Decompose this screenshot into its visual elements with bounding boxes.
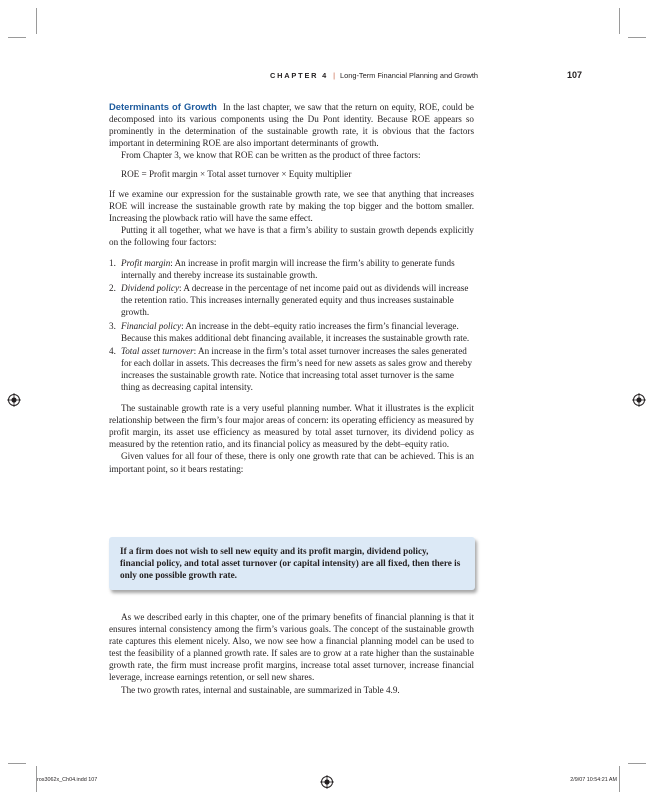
- list-item-text: : An increase in the firm’s total asset turnover increases the sales generated for each dollar in assets. This decreases the firm’s need for new assets as sales grow and thereby increases the sustainable growth rate. Notice that increasing total asset turnover is the same thing as decreasing capital intensity.: [121, 345, 473, 392]
- section-intro-paragraph: [109, 101, 474, 149]
- list-item-text: : A decrease in the percentage of net income paid out as dividends will increase the retention ratio. This increases internally generated equity and thus increases sustainable growth.: [121, 283, 469, 318]
- list-item-term: Profit margin: [121, 258, 171, 269]
- list-item: [109, 282, 474, 318]
- slug-file: ros3062x_Ch04.indd 107: [37, 777, 98, 783]
- registration-mark-right-icon: [632, 393, 646, 407]
- crop-mark-bottom-left-h: [8, 763, 26, 764]
- crop-mark-bottom-right-h: [628, 763, 646, 764]
- running-head: [270, 71, 582, 85]
- paragraph-given: Given values for all four of these, there is only one growth rate that can be achieved. This is an important point, so it bears restating:: [109, 451, 474, 474]
- body-text-lower: [109, 611, 474, 696]
- growth-factors-list: [109, 257, 474, 393]
- section-intro-text: In the last chapter, we saw that the return on equity, ROE, could be decomposed into its various components using the Du Pont identity. Because ROE appears so prominently in the determination of the sustainable growth rate, it is obvious that the factors important in determining ROE are also important determinants of growth.: [109, 102, 474, 149]
- paragraph-described: As we described early in this chapter, one of the primary benefits of financial planning is that it ensures internal consistency among the firm’s various goals. The concept of the sustainable growth rate captures this element nicely. Also, we now see how a financial planning model can be used to test the feasibility of a planned growth rate. If sales are to grow at a rate higher than the sustainable growth rate, the firm must increase profit margins, increase total asset turnover, increase financial leverage, increase earnings retention, or sell new shares.: [109, 612, 474, 683]
- list-item-term: Dividend policy: [121, 283, 180, 294]
- crop-mark-top-left: [36, 8, 37, 34]
- paragraph-useful: The sustainable growth rate is a very useful planning number. What it illustrates is the explicit relationship between the firm’s four major areas of concern: its operating efficiency as measured by profit margin, its asset use efficiency as measured by total asset turnover, its dividend policy as measured by the retention ratio, and its financial policy as measured by the debt–equity ratio.: [109, 403, 474, 450]
- list-item-text: : An increase in the debt–equity ratio increases the firm’s financial leverage. Because this makes additional debt financing available, it increases the sustainable growth rate.: [121, 320, 470, 343]
- list-item-number: 3.: [109, 320, 116, 331]
- registration-mark-bottom-icon: [320, 775, 334, 789]
- list-item: [109, 257, 474, 281]
- crop-mark-top-left-h: [8, 37, 26, 38]
- paragraph-chapter3: From Chapter 3, we know that ROE can be written as the product of three factors:: [121, 150, 421, 161]
- list-item-text: : An increase in profit margin will increase the firm’s ability to generate funds internally and thereby increase its sustainable growth.: [121, 258, 455, 281]
- page-number: 107: [566, 70, 582, 80]
- crop-mark-top-right: [619, 8, 620, 34]
- list-item-number: 1.: [109, 258, 116, 269]
- paragraph-together: Putting it all together, what we have is that a firm’s ability to sustain growth depends explicitly on the following four factors:: [109, 224, 474, 247]
- key-point-callout: [109, 537, 475, 590]
- list-item-term: Total asset turnover: [121, 345, 194, 356]
- list-item: [109, 320, 474, 344]
- paragraph-two-rates: The two growth rates, internal and sustainable, are summarized in Table 4.9.: [121, 684, 400, 695]
- slug-timestamp: 2/9/07 10:54:21 AM: [570, 777, 617, 783]
- list-item-term: Financial policy: [121, 320, 182, 331]
- section-heading: Determinants of Growth: [109, 101, 217, 112]
- crop-mark-top-right-h: [628, 37, 646, 38]
- list-item-number: 4.: [109, 345, 116, 356]
- chapter-label: CHAPTER 4: [270, 71, 329, 80]
- registration-mark-left-icon: [7, 393, 21, 407]
- chapter-title: Long-Term Financial Planning and Growth: [340, 71, 479, 80]
- roe-equation: ROE = Profit margin × Total asset turnover × Equity multiplier: [121, 169, 352, 180]
- list-item: [109, 345, 474, 393]
- crop-mark-bottom-right: [619, 766, 620, 792]
- header-separator: |: [333, 71, 336, 80]
- body-text-upper: [109, 101, 474, 475]
- callout-text: If a firm does not wish to sell new equity and its profit margin, dividend policy, financial policy, and total asset turnover (or capital intensity) are all fixed, then there is only one possible growth rate.: [120, 546, 461, 580]
- list-item-number: 2.: [109, 283, 116, 294]
- paragraph-examine: If we examine our expression for the sustainable growth rate, we see that anything that increases ROE will increase the sustainable growth rate by making the top bigger and the bottom smaller. Increasing the plowback ratio will have the same effect.: [109, 188, 474, 223]
